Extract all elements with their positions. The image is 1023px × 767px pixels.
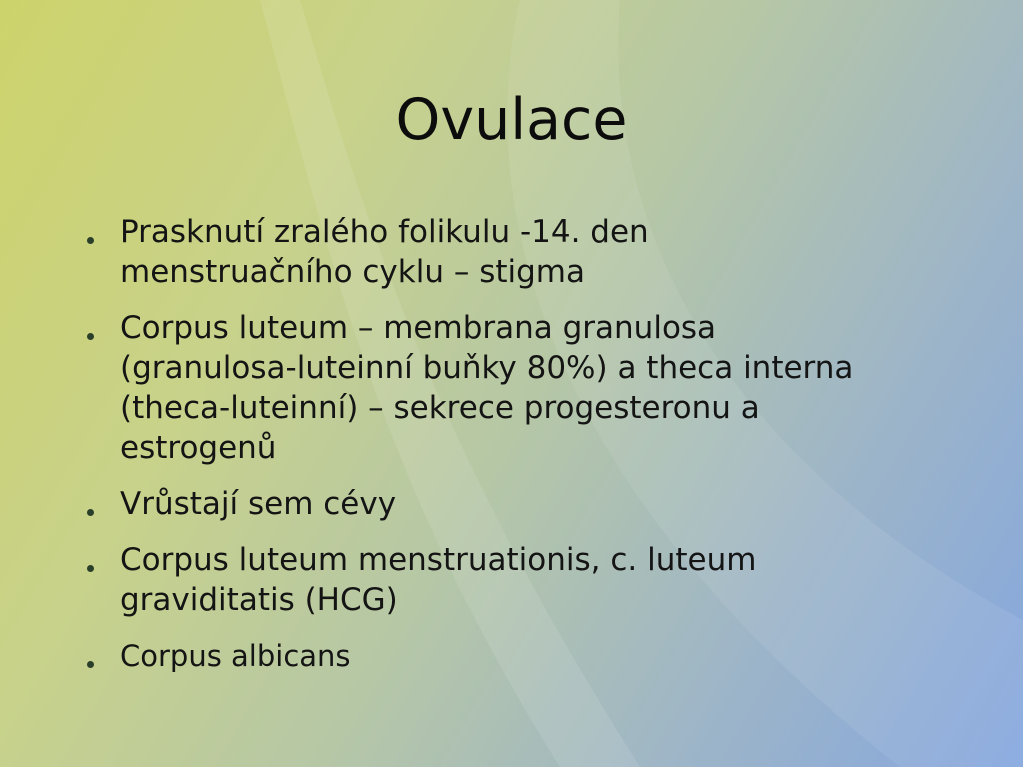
bullet-item bbox=[82, 212, 882, 292]
bullet-dot-icon bbox=[87, 661, 94, 668]
bullet-list bbox=[82, 212, 882, 692]
bullet-dot-icon bbox=[87, 509, 94, 516]
bullet-text: Vrůstají sem cévy bbox=[120, 486, 397, 522]
bullet-dot-icon bbox=[87, 333, 94, 340]
bullet-text: Prasknutí zralého folikulu -14. den menstruačního cyklu – stigma bbox=[120, 214, 649, 290]
bullet-text: Corpus luteum menstruationis, c. luteum graviditatis (HCG) bbox=[120, 542, 757, 618]
slide-title: Ovulace bbox=[395, 87, 628, 153]
bullet-dot-icon bbox=[87, 237, 94, 244]
bullet-item bbox=[82, 308, 882, 468]
bullet-item bbox=[82, 484, 882, 524]
bullet-item bbox=[82, 636, 882, 676]
bullet-item bbox=[82, 540, 882, 620]
bullet-text: Corpus albicans bbox=[120, 639, 351, 673]
bullet-text: Corpus luteum – membrana granulosa (granulosa-luteinní buňky 80%) a theca interna (theca-luteinní) – sekrece progesteronu a estrogenů bbox=[120, 310, 854, 466]
bullet-dot-icon bbox=[87, 565, 94, 572]
